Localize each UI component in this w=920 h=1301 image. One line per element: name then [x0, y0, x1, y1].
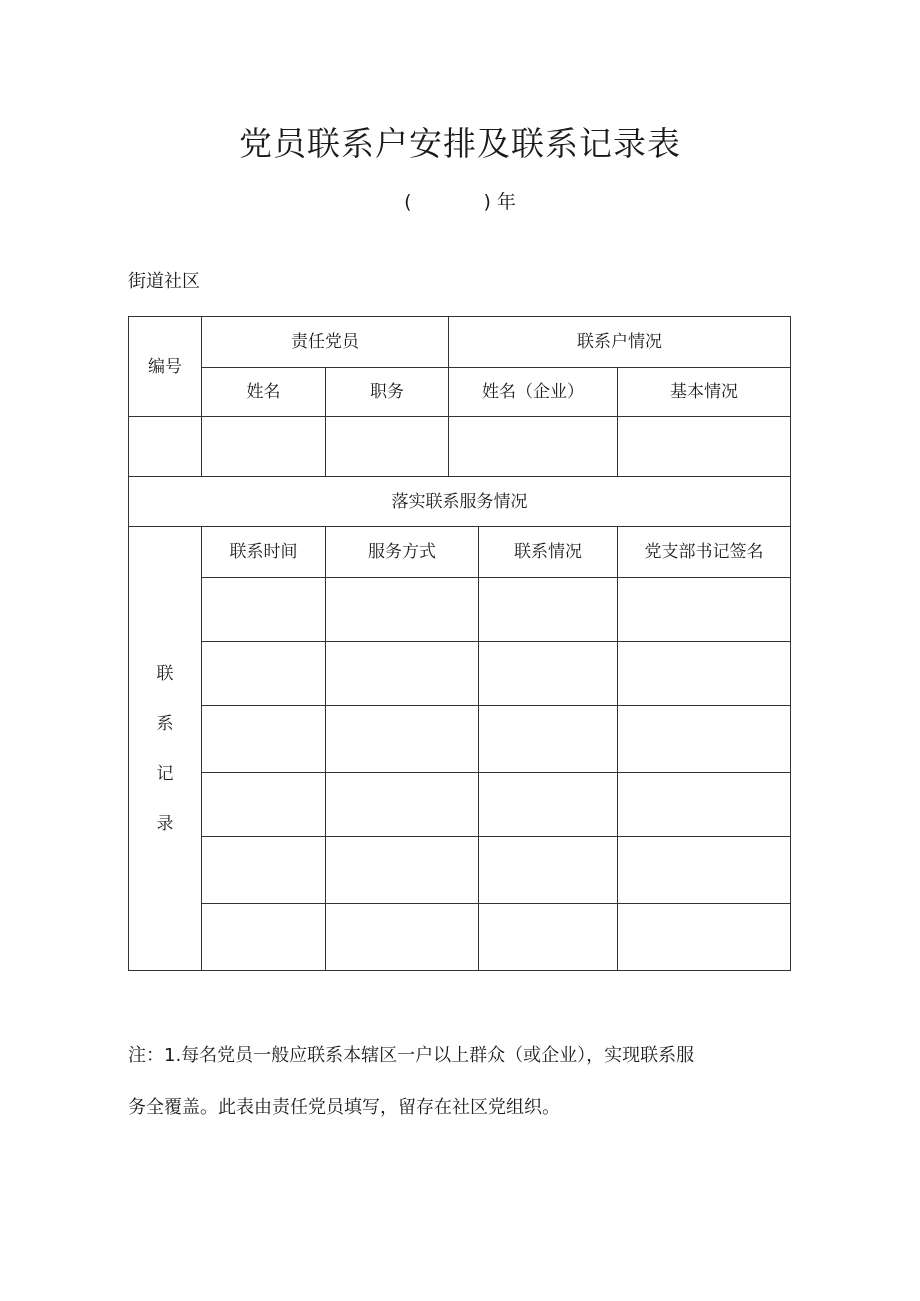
service-method-cell[interactable]	[326, 837, 479, 904]
contact-status-cell[interactable]	[479, 837, 618, 904]
signature-cell[interactable]	[618, 773, 791, 837]
contact-status-cell[interactable]	[479, 904, 618, 971]
signature-cell[interactable]	[618, 642, 791, 706]
record-row	[129, 578, 791, 642]
household-name-header: 姓名（企业）	[449, 368, 618, 417]
serial-cell[interactable]	[129, 417, 202, 477]
signature-cell[interactable]	[618, 837, 791, 904]
service-method-cell[interactable]	[326, 642, 479, 706]
contact-time-cell[interactable]	[202, 837, 326, 904]
record-row	[129, 642, 791, 706]
service-section-header: 落实联系服务情况	[129, 477, 791, 527]
header-row-2	[129, 368, 791, 417]
service-method-header: 服务方式	[326, 527, 479, 578]
basic-info-header: 基本情况	[618, 368, 791, 417]
contact-time-cell[interactable]	[202, 706, 326, 773]
year-close-paren: )	[483, 191, 491, 213]
footnote-line-1: 注：1.每名党员一般应联系本辖区一户以上群众（或企业），实现联系服	[128, 1045, 695, 1066]
serial-header: 编号	[129, 317, 202, 417]
service-method-cell[interactable]	[326, 904, 479, 971]
year-line	[0, 185, 920, 219]
contact-time-header: 联系时间	[202, 527, 326, 578]
contact-record-label	[129, 527, 202, 971]
record-row	[129, 904, 791, 971]
member-name-cell[interactable]	[202, 417, 326, 477]
footnote	[128, 1030, 778, 1134]
service-method-cell[interactable]	[326, 706, 479, 773]
community-label: 街道社区	[128, 271, 200, 292]
contact-status-header: 联系情况	[479, 527, 618, 578]
household-name-cell[interactable]	[449, 417, 618, 477]
signature-cell[interactable]	[618, 904, 791, 971]
contact-time-cell[interactable]	[202, 904, 326, 971]
record-table	[128, 316, 791, 971]
record-row	[129, 706, 791, 773]
contact-status-cell[interactable]	[479, 773, 618, 837]
record-label-char: 系	[156, 713, 174, 734]
contact-status-cell[interactable]	[479, 578, 618, 642]
contact-time-cell[interactable]	[202, 578, 326, 642]
contact-status-cell[interactable]	[479, 642, 618, 706]
record-header-row	[129, 527, 791, 578]
contact-household-header: 联系户情况	[449, 317, 791, 368]
name-header: 姓名	[202, 368, 326, 417]
record-row	[129, 773, 791, 837]
header-row-1	[129, 317, 791, 368]
household-entry-row	[129, 417, 791, 477]
contact-status-cell[interactable]	[479, 706, 618, 773]
year-label: 年	[496, 191, 516, 213]
service-section-row	[129, 477, 791, 527]
document-title: 党员联系户安排及联系记录表	[239, 124, 681, 163]
record-label-char: 录	[156, 813, 174, 834]
signature-cell[interactable]	[618, 706, 791, 773]
contact-time-cell[interactable]	[202, 773, 326, 837]
service-method-cell[interactable]	[326, 578, 479, 642]
contact-time-cell[interactable]	[202, 642, 326, 706]
position-header: 职务	[326, 368, 449, 417]
record-row	[129, 837, 791, 904]
secretary-signature-header: 党支部书记签名	[618, 527, 791, 578]
responsible-member-header: 责任党员	[202, 317, 449, 368]
record-label-char: 记	[156, 763, 174, 784]
service-method-cell[interactable]	[326, 773, 479, 837]
footnote-line-2: 务全覆盖。此表由责任党员填写，留存在社区党组织。	[128, 1097, 560, 1118]
year-open-paren: (	[404, 191, 412, 213]
signature-cell[interactable]	[618, 578, 791, 642]
basic-info-cell[interactable]	[618, 417, 791, 477]
member-position-cell[interactable]	[326, 417, 449, 477]
record-label-char: 联	[156, 663, 174, 684]
